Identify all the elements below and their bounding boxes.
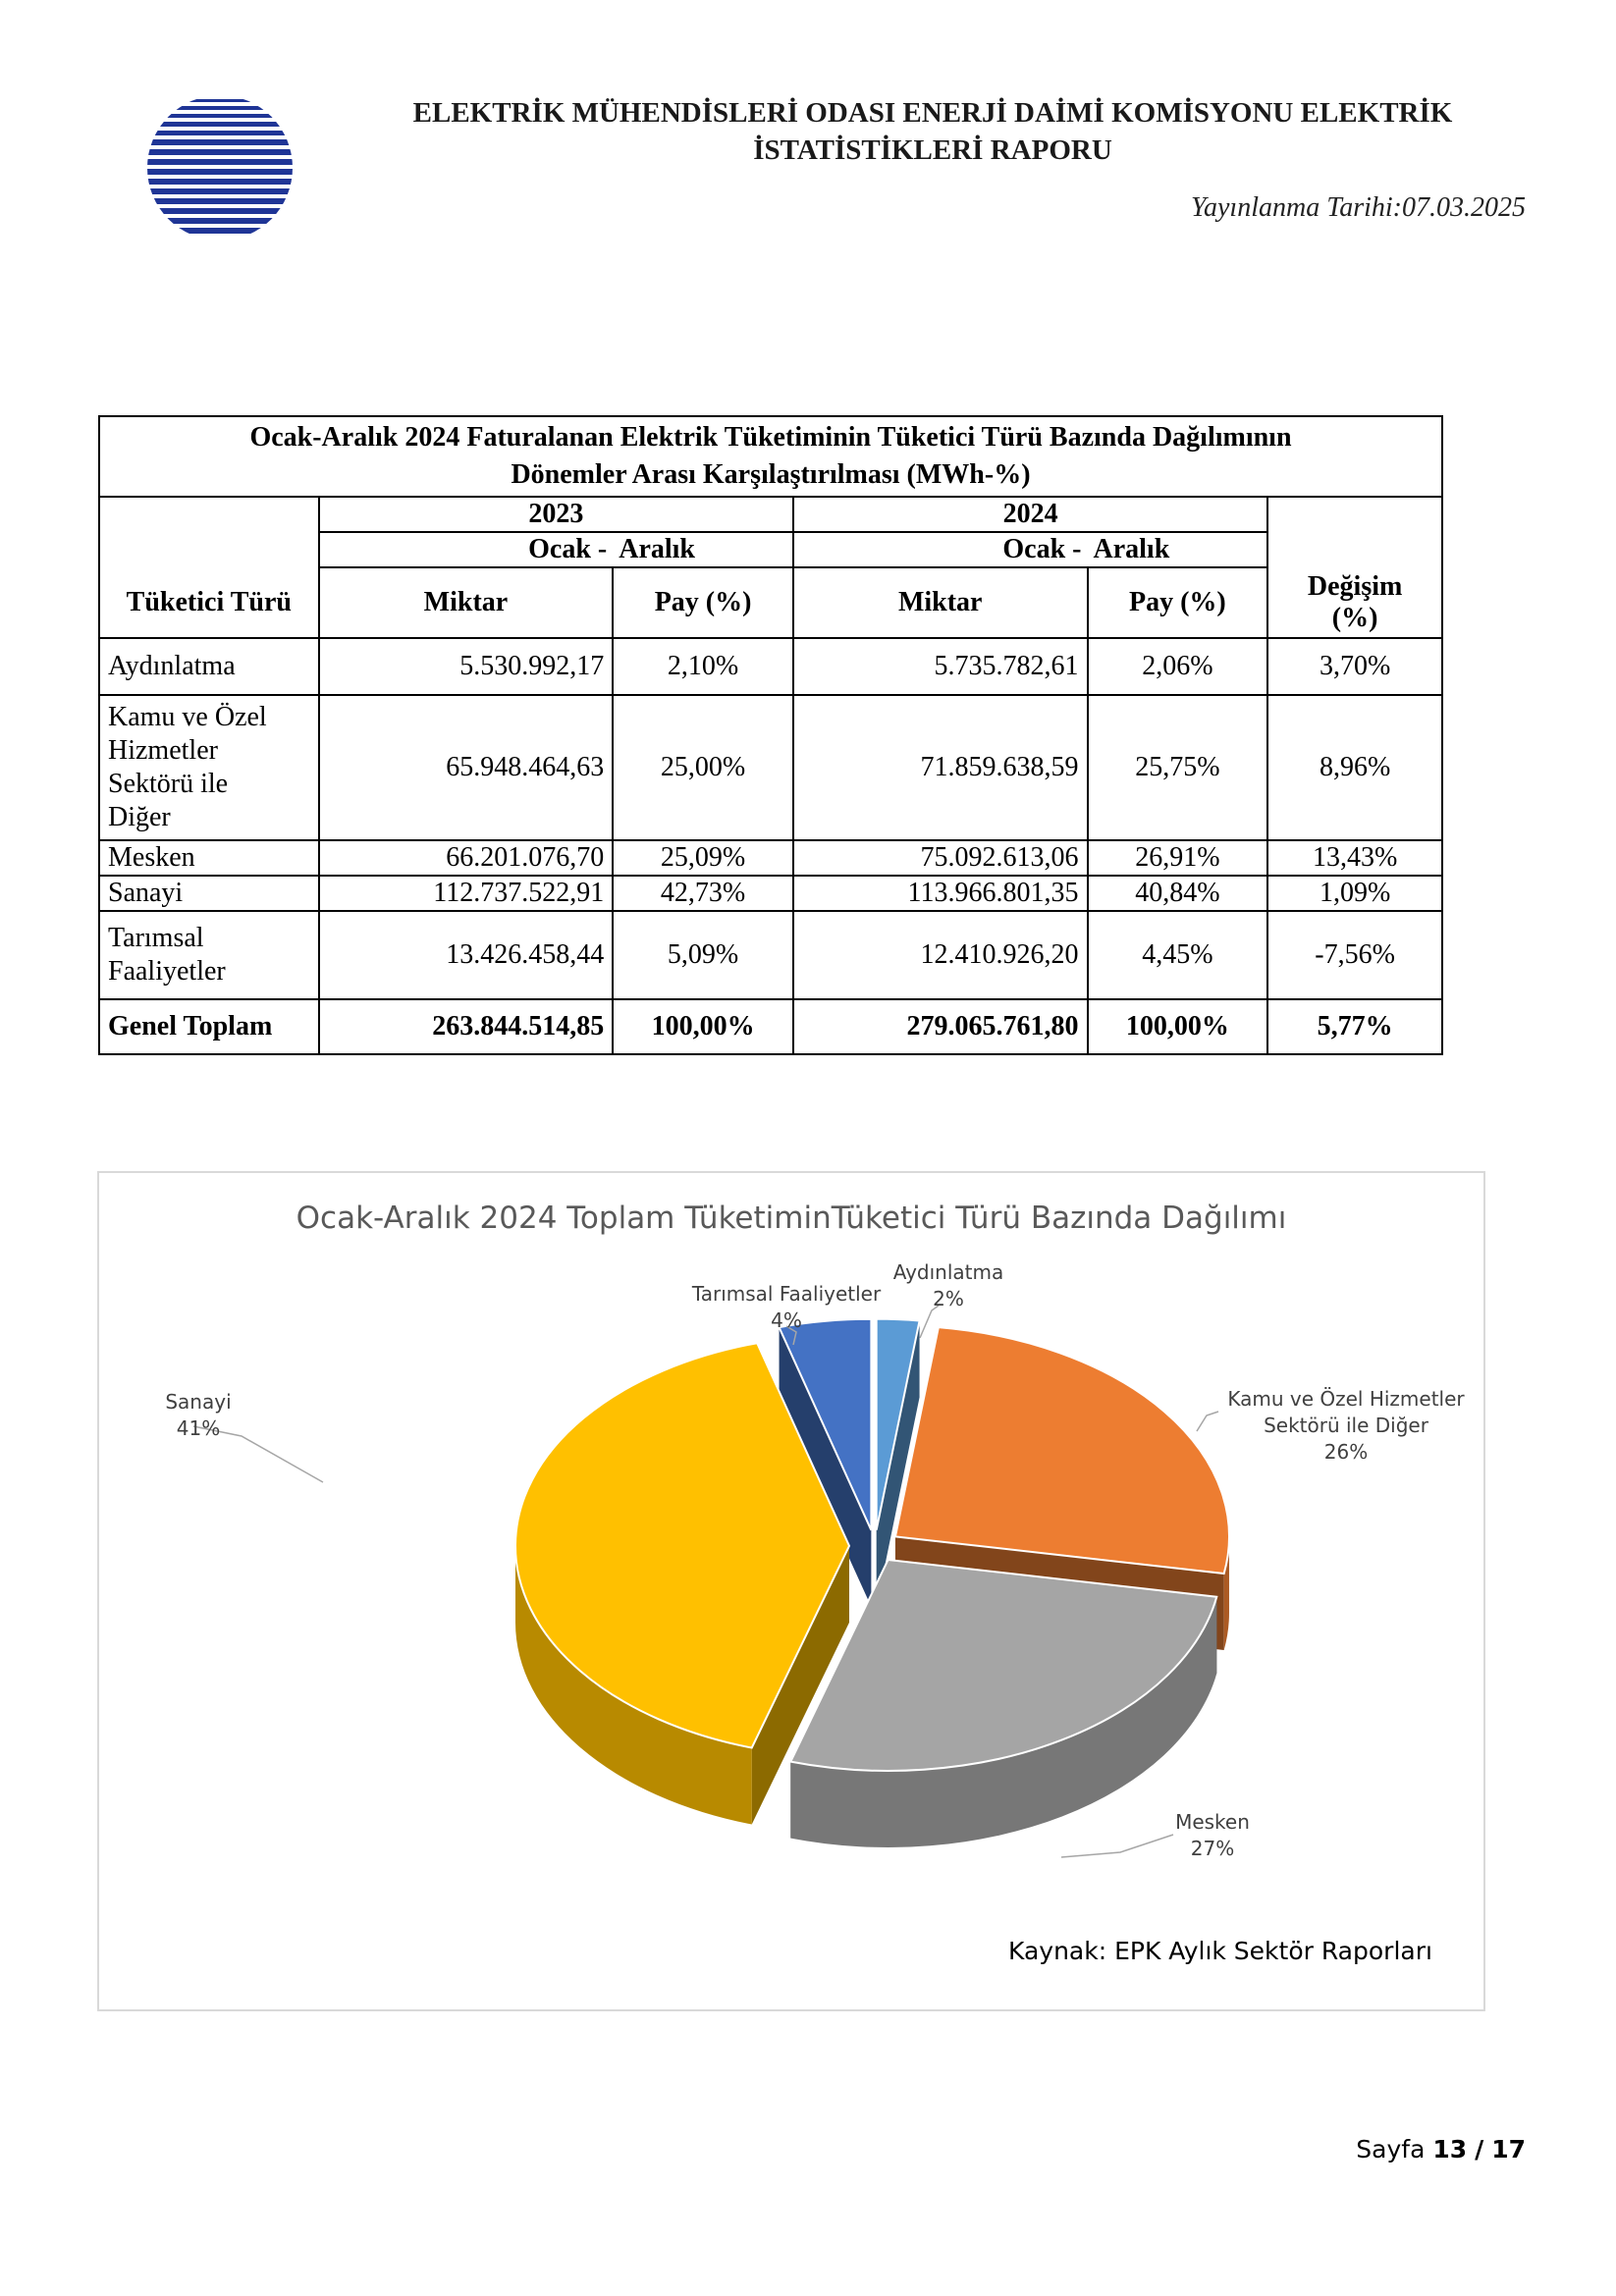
pie-label-name: Sanayi	[165, 1390, 232, 1414]
row-label	[99, 695, 319, 840]
pie-label-name: Tarımsal Faaliyetler	[691, 1282, 882, 1306]
report-title-line2: İSTATİSTİKLERİ RAPORU	[753, 134, 1112, 166]
row-label-line: Sektörü ile	[108, 769, 229, 799]
period-2024-left: Ocak -	[793, 532, 1088, 567]
emo-logo-icon	[145, 93, 295, 240]
change: 13,43%	[1267, 840, 1442, 876]
col-header-change	[1267, 567, 1442, 638]
pie-label-kamu	[1218, 1386, 1474, 1466]
pie-label-pct: 26%	[1323, 1440, 1369, 1464]
page-total: 17	[1491, 2135, 1526, 2163]
row-label-line: Kamu ve Özel	[108, 702, 267, 732]
amount-2024: 12.410.926,20	[793, 911, 1088, 999]
amount-2023: 112.737.522,91	[319, 876, 614, 911]
amount-2023: 13.426.458,44	[319, 911, 614, 999]
amount-2023: 263.844.514,85	[319, 999, 614, 1054]
share-2024: 2,06%	[1088, 638, 1268, 695]
amount-2023: 65.948.464,63	[319, 695, 614, 840]
year-2023-header: 2023	[319, 497, 793, 532]
share-2023: 25,09%	[613, 840, 793, 876]
share-2024: 100,00%	[1088, 999, 1268, 1054]
period-2023-left: Ocak -	[319, 532, 614, 567]
blank-header-cell	[99, 497, 319, 567]
share-2023: 42,73%	[613, 876, 793, 911]
amount-2024: 279.065.761,80	[793, 999, 1088, 1054]
table-caption	[99, 416, 1442, 497]
share-2023: 2,10%	[613, 638, 793, 695]
row-label: Aydınlatma	[99, 638, 319, 695]
amount-2024: 71.859.638,59	[793, 695, 1088, 840]
publish-date: Yayınlanma Tarihi:07.03.2025	[1191, 192, 1526, 223]
table-row	[99, 638, 1442, 695]
pie-chart-panel	[97, 1171, 1485, 2011]
page-current: 13	[1432, 2135, 1468, 2163]
change: 5,77%	[1267, 999, 1442, 1054]
share-2023: 25,00%	[613, 695, 793, 840]
col-header-amount-2024: Miktar	[793, 567, 1088, 638]
row-label-line: Tarımsal	[108, 923, 204, 953]
report-title	[324, 94, 1541, 169]
pie-slice-1	[895, 1327, 1229, 1574]
change: 1,09%	[1267, 876, 1442, 911]
pie-label-pct: 41%	[176, 1416, 221, 1440]
page-prefix: Sayfa	[1356, 2135, 1426, 2163]
share-2024: 4,45%	[1088, 911, 1268, 999]
page-separator: /	[1475, 2135, 1484, 2163]
pie-label-tarimsal	[678, 1281, 894, 1334]
pie-label-name: Kamu ve Özel Hizmetler	[1227, 1387, 1465, 1411]
chart-source: Kaynak: EPK Aylık Sektör Raporları	[1008, 1937, 1432, 1965]
share-2024: 40,84%	[1088, 876, 1268, 911]
share-2024: 25,75%	[1088, 695, 1268, 840]
consumption-table	[98, 415, 1443, 1055]
col-header-type: Tüketici Türü	[99, 567, 319, 638]
period-2024-right: Aralık	[1088, 532, 1268, 567]
amount-2024: 113.966.801,35	[793, 876, 1088, 911]
pie-label-pct: 27%	[1190, 1837, 1235, 1860]
year-2024-header: 2024	[793, 497, 1267, 532]
row-label	[99, 911, 319, 999]
page-number	[1356, 2135, 1526, 2163]
share-2024: 26,91%	[1088, 840, 1268, 876]
table-row	[99, 695, 1442, 840]
row-label: Sanayi	[99, 876, 319, 911]
col-header-change-line1: Değişim	[1307, 570, 1403, 602]
col-header-amount-2023: Miktar	[319, 567, 614, 638]
pie-label-pct: 2%	[933, 1287, 964, 1310]
pie-label-mesken	[1154, 1809, 1271, 1862]
amount-2024: 75.092.613,06	[793, 840, 1088, 876]
pie-label-name: Aydınlatma	[892, 1260, 1004, 1284]
pie-label-sanayi	[144, 1389, 252, 1442]
amount-2024: 5.735.782,61	[793, 638, 1088, 695]
change: 8,96%	[1267, 695, 1442, 840]
table-caption-line2: Dönemler Arası Karşılaştırılması (MWh-%)	[511, 459, 1031, 490]
table-row	[99, 911, 1442, 999]
row-label: Mesken	[99, 840, 319, 876]
share-2023: 100,00%	[613, 999, 793, 1054]
change: 3,70%	[1267, 638, 1442, 695]
pie-label-name: Sektörü ile Diğer	[1264, 1414, 1428, 1437]
table-total-row	[99, 999, 1442, 1054]
amount-2023: 66.201.076,70	[319, 840, 614, 876]
col-header-share-2023: Pay (%)	[613, 567, 793, 638]
blank-header-cell-right	[1267, 497, 1442, 567]
pie-label-aydinlatma	[875, 1259, 1022, 1312]
col-header-share-2024: Pay (%)	[1088, 567, 1268, 638]
period-2023-right: Aralık	[613, 532, 793, 567]
row-label-line: Hizmetler	[108, 735, 218, 766]
row-label-line: Diğer	[108, 802, 171, 832]
table-row	[99, 840, 1442, 876]
amount-2023: 5.530.992,17	[319, 638, 614, 695]
pie-leader-line	[1197, 1412, 1218, 1431]
col-header-change-line2: (%)	[1331, 602, 1378, 633]
report-title-line1: ELEKTRİK MÜHENDİSLERİ ODASI ENERJİ DAİMİ KOMİSYONU ELEKTRİK	[412, 97, 1453, 129]
share-2023: 5,09%	[613, 911, 793, 999]
table-caption-line1: Ocak-Aralık 2024 Faturalanan Elektrik Tüketiminin Tüketici Türü Bazında Dağılımının	[249, 422, 1292, 453]
chart-title: Ocak-Aralık 2024 Toplam TüketiminTüketici Türü Bazında Dağılımı	[296, 1201, 1287, 1236]
change: -7,56%	[1267, 911, 1442, 999]
row-label-line: Faaliyetler	[108, 956, 226, 987]
row-label: Genel Toplam	[99, 999, 319, 1054]
table-row	[99, 876, 1442, 911]
pie-label-name: Mesken	[1175, 1810, 1250, 1834]
pie-label-pct: 4%	[771, 1308, 802, 1332]
